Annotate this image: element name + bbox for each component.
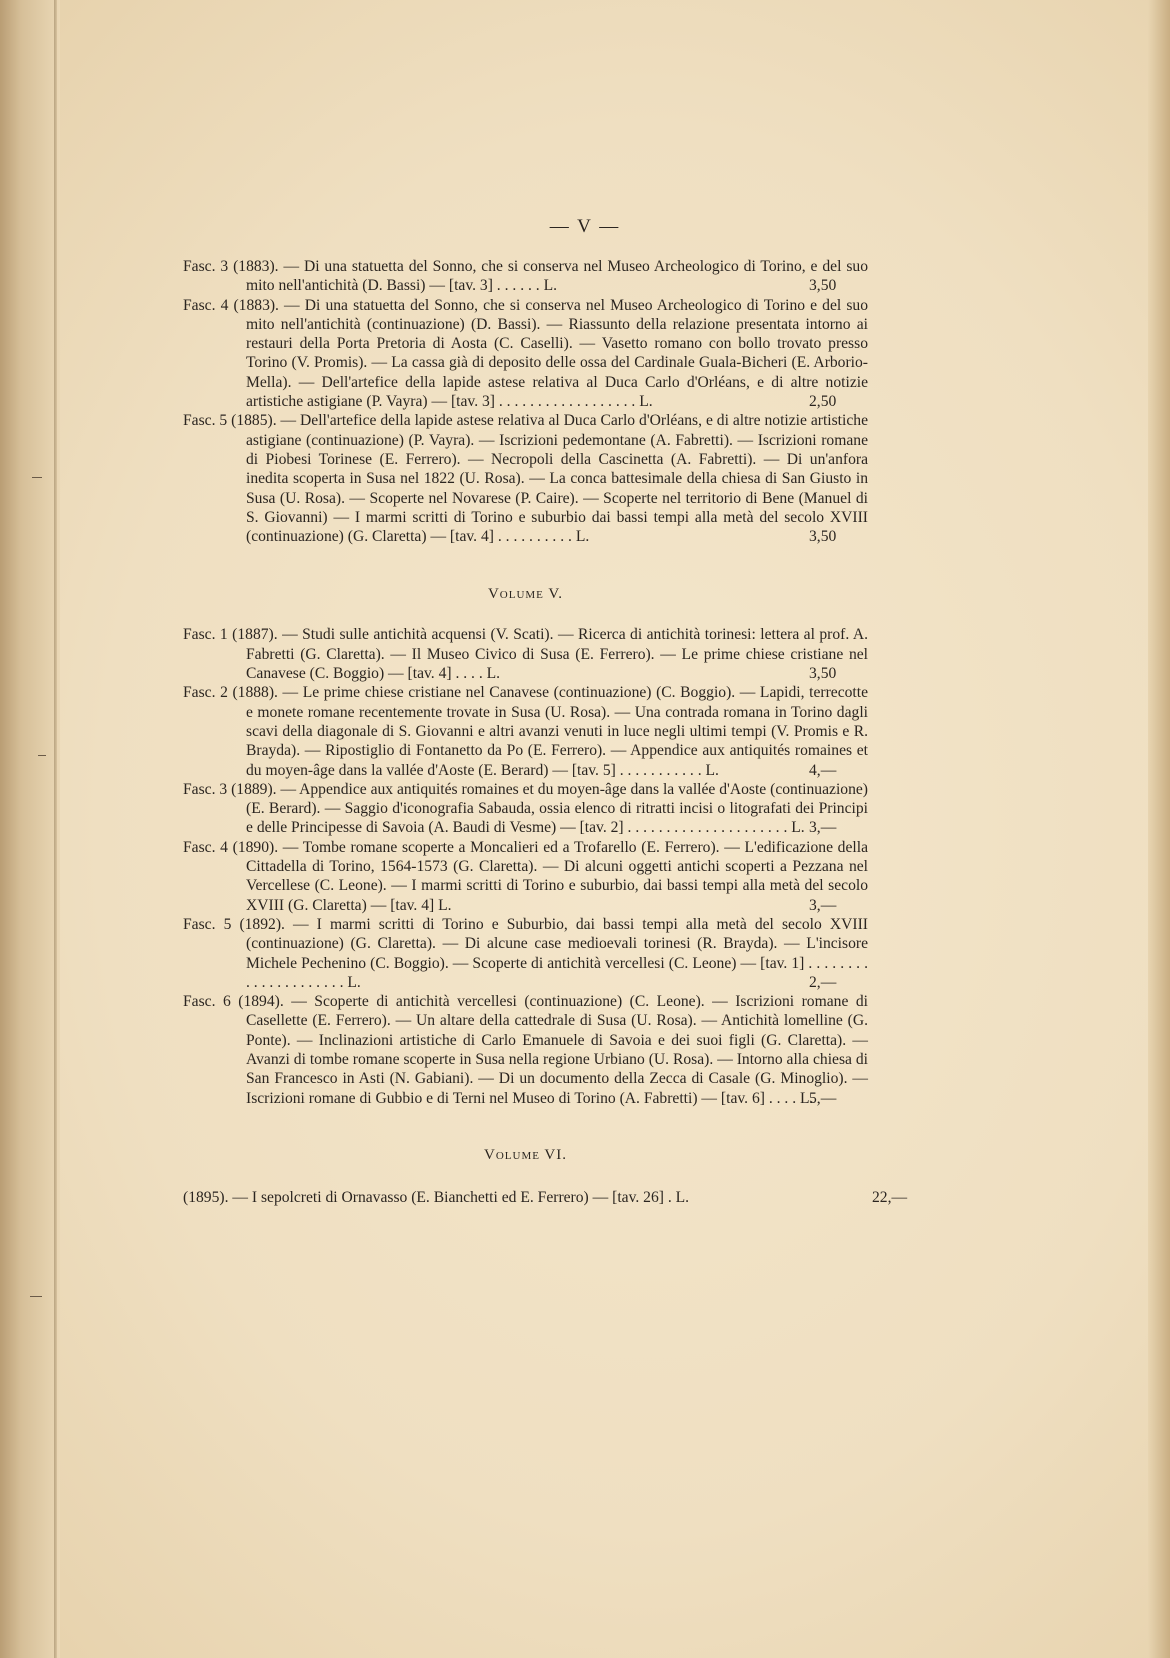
entry-text: Fasc. 3 (1889). — Appendice aux antiquités romaines et du moyen-âge dans la vallée d'Aoste (continuazione) (E. Berard). — Saggio d'iconografia Sabauda, ossia elenco di ritratti incisi o litografati dei Principi e delle Principesse di Savoia (A. Baudi di Vesme) — [tav. 2] . . . . . . . . . . . . . . . . . . . . . L. [183, 780, 868, 837]
catalog-entry [183, 683, 868, 779]
entry-text: Fasc. 4 (1883). — Di una statuetta del Sonno, che si conserva nel Museo Archeologico di Torino e del suo mito nell'antichità (continuazione) (D. Bassi). — Riassunto della relazione presentata intorno ai restauri della Porta Pretoria di Aosta (C. Caselli). — Vasetto romano con bollo trovato presso Torino (V. Promis). — La cassa già di deposito delle ossa del Cardinale Guala-Bicheri (E. Arborio-Mella). — Dell'artefice della lapide astese relativa al Duca Carlo d'Orléans, e di altre notizie artistiche astigiane (P. Vayra) — [tav. 3] . . . . . . . . . . . . . . . . . . L. [183, 296, 868, 411]
catalog-entry [183, 1188, 908, 1207]
entry-price: 3,— [809, 896, 837, 914]
page-number: — V — [549, 216, 621, 237]
entry-price: 3,— [809, 819, 837, 837]
entry-text: Fasc. 6 (1894). — Scoperte di antichità vercellesi (continuazione) (C. Leone). — Iscrizioni romane di Casellette (E. Ferrero). — Un altare della cattedrale di Susa (U. Rosa). — Antichità lomelline (G. Ponte). — Inclinazioni artistiche di Carlo Emanuele di Savoia e dei suoi figli (G. Claretta). — Avanzi di tombe romane scoperte in Susa nella regione Urbiano (U. Rosa). — Intorno alla chiesa di San Francesco in Asti (N. Gabiani). — Di un documento della Zecca di Casale (G. Minoglio). — Iscrizioni romane di Gubbio e di Terni nel Museo di Torino (A. Fabretti) — [tav. 6] . . . . L. [183, 993, 868, 1107]
entry-price: 2,50 [809, 393, 837, 411]
page-right-edge [1148, 0, 1170, 1658]
catalog-entry [183, 296, 868, 412]
entry-text: Fasc. 2 (1888). — Le prime chiese cristiane nel Canavese (continuazione) (C. Boggio). — Lapidi, terrecotte e monete romane recentemente trovate in Susa (U. Rosa). — Una contrada romana in Torino dagli scavi della diagonale di S. Giovanni e altri avanzi venuti in luce negli ultimi tempi (V. Promis e R. Brayda). — Ripostiglio di Fontanetto da Po (E. Ferrero). — Appendice aux antiquités romaines et du moyen-âge dans la vallée d'Aoste (E. Berard) — [tav. 5] . . . . . . . . . . . L. [183, 684, 868, 779]
margin-mark [38, 755, 46, 756]
entry-text: Fasc. 4 (1890). — Tombe romane scoperte a Moncalieri ed a Trofarello (E. Ferrero). — L'edificazione della Cittadella di Torino, 1564-1573 (G. Claretta). — Di alcuni oggetti antichi scoperti a Pezzana nel Vercellese (C. Leone). — I marmi scritti di Torino e suburbio, dai bassi tempi alla metà del secolo XVIII (G. Claretta) — [tav. 4] L. [183, 838, 868, 914]
entry-text: Fasc. 5 (1885). — Dell'artefice della lapide astese relativa al Duca Carlo d'Orléans, e di altre notizie artistiche astigiane (continuazione) (P. Vayra). — Iscrizioni pedemontane (A. Fabretti). — Iscrizioni romane di Piobesi Torinese (E. Ferrero). — Necropoli della Cascinetta (A. Fabretti). — Di un'anfora inedita scoperta in Susa nel 1822 (U. Rosa). — La conca battesimale della chiesa di San Giusto in Susa (U. Rosa). — Scoperte nel Novarese (P. Caire). — Scoperte nel territorio di Bene (Manuel di S. Giovanni) — I marmi scritti di Torino e suburbio dai bassi tempi alla metà del secolo XVIII (continuazione) (G. Claretta) — [tav. 4] . . . . . . . . . . L. [183, 412, 868, 546]
entry-price: 3,50 [809, 665, 837, 683]
catalog-entry [183, 257, 868, 296]
catalog-entry [183, 838, 868, 915]
entry-price: 3,50 [809, 277, 837, 295]
gutter-fold [54, 0, 57, 1658]
entry-text: Fasc. 5 (1892). — I marmi scritti di Torino e Suburbio, dai bassi tempi alla metà del secolo XVIII (continuazione) (G. Claretta). — Di alcune case medioevali torinesi (R. Brayda). — L'incisore Michele Pechenino (C. Boggio). — Scoperte di antichità vercellesi (C. Leone) — [tav. 1] . . . . . . . . . . . . . . . . . . . . . L. [183, 915, 868, 991]
entry-price: 3,50 [809, 528, 837, 546]
entry-price: 22,— [872, 1188, 908, 1206]
volume-heading: Volume VI. [484, 1146, 567, 1163]
entry-price: 2,— [809, 973, 837, 991]
entry-text: (1895). — I sepolcreti di Ornavasso (E. Bianchetti ed E. Ferrero) — [tav. 26] . L. [183, 1188, 690, 1206]
book-binding-edge [0, 0, 60, 1658]
catalog-listing [183, 257, 908, 1207]
catalog-entry [183, 915, 868, 992]
volume-heading: Volume V. [487, 586, 564, 603]
catalog-entry [183, 780, 868, 838]
margin-mark [30, 1296, 42, 1297]
entry-text: Fasc. 1 (1887). — Studi sulle antichità acquensi (V. Scati). — Ricerca di antichità torinesi: lettera al prof. A. Fabretti (G. Claretta). — Il Museo Civico di Susa (E. Ferrero). — Le prime chiese cristiane nel Canavese (C. Boggio) — [tav. 4] . . . . L. [183, 626, 868, 683]
catalog-entry [183, 411, 868, 546]
entry-price: 4,— [809, 761, 837, 779]
margin-mark [32, 477, 42, 478]
catalog-entry [183, 992, 868, 1108]
catalog-entry [183, 625, 868, 683]
entry-text: Fasc. 3 (1883). — Di una statuetta del Sonno, che si conserva nel Museo Archeologico di Torino, e del suo mito nell'antichità (D. Bassi) — [tav. 3] . . . . . . L. [183, 258, 868, 295]
entry-price: 5,— [809, 1089, 837, 1107]
